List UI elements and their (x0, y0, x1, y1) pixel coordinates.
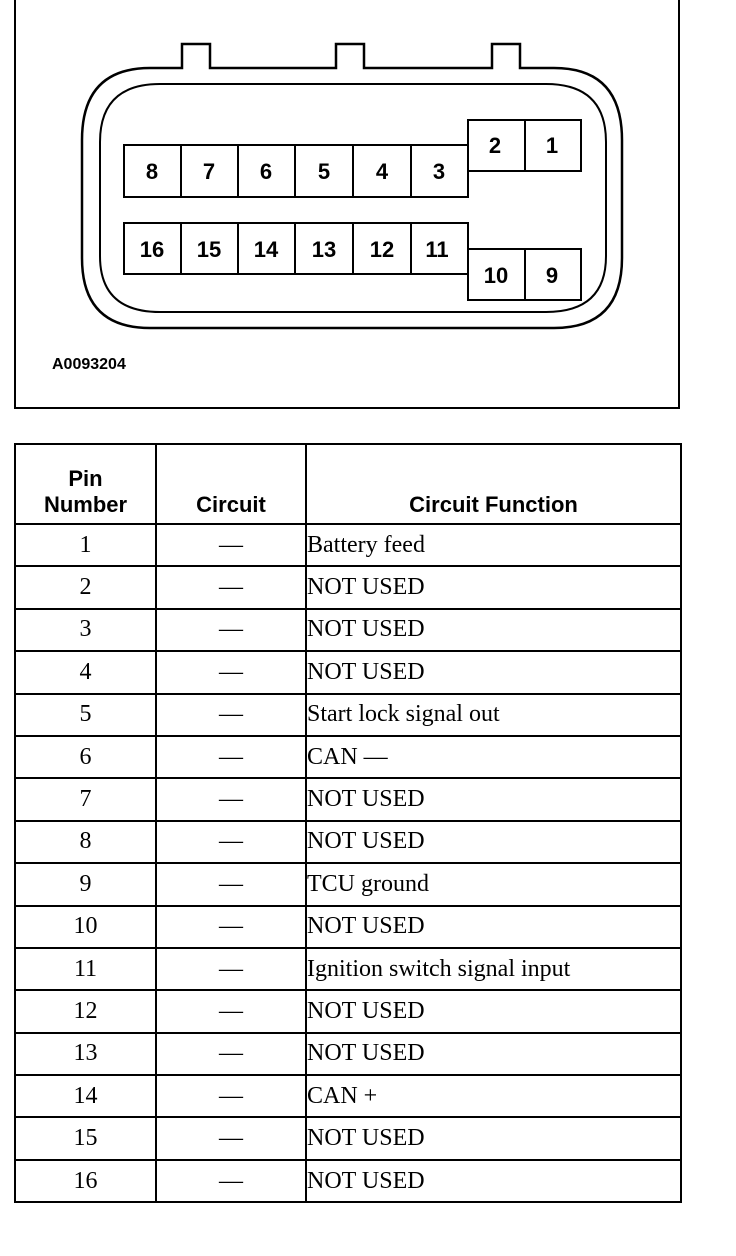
function-cell: NOT USED (306, 821, 681, 863)
pin-label-6: 6 (259, 159, 273, 184)
circuit-cell: — (156, 1033, 306, 1075)
pin-label-2: 2 (488, 133, 502, 158)
circuit-cell: — (156, 990, 306, 1032)
table-row (15, 651, 681, 693)
header-circuit: Circuit (156, 444, 306, 524)
table-header-row (15, 444, 681, 524)
table-row (15, 948, 681, 990)
table-row (15, 609, 681, 651)
function-cell: Start lock signal out (306, 694, 681, 736)
pin-label-9: 9 (545, 263, 559, 288)
pin-cell: 16 (15, 1160, 156, 1202)
pin-label-12: 12 (369, 237, 395, 262)
circuit-cell: — (156, 1117, 306, 1159)
function-cell: CAN + (306, 1075, 681, 1117)
function-cell: NOT USED (306, 566, 681, 608)
table-row (15, 906, 681, 948)
pin-cell: 8 (15, 821, 156, 863)
pin-cell: 5 (15, 694, 156, 736)
table-row (15, 778, 681, 820)
pin-cell: 4 (15, 651, 156, 693)
circuit-cell: — (156, 651, 306, 693)
table-row (15, 821, 681, 863)
table-row (15, 1117, 681, 1159)
function-cell: NOT USED (306, 1033, 681, 1075)
pin-cell: 14 (15, 1075, 156, 1117)
pin-cell: 7 (15, 778, 156, 820)
pin-cell: 1 (15, 524, 156, 566)
function-cell: Ignition switch signal input (306, 948, 681, 990)
pin-label-5: 5 (317, 159, 331, 184)
pin-label-14: 14 (253, 237, 279, 262)
pin-label-11: 11 (425, 237, 449, 262)
function-cell: TCU ground (306, 863, 681, 905)
circuit-cell: — (156, 1075, 306, 1117)
circuit-cell: — (156, 694, 306, 736)
connector-diagram (14, 0, 680, 409)
function-cell: NOT USED (306, 1160, 681, 1202)
circuit-cell: — (156, 524, 306, 566)
pin-cell: 3 (15, 609, 156, 651)
function-cell: NOT USED (306, 906, 681, 948)
function-cell: NOT USED (306, 778, 681, 820)
table-row (15, 1033, 681, 1075)
table-row (15, 1160, 681, 1202)
pin-label-13: 13 (311, 237, 337, 262)
table-row (15, 566, 681, 608)
pin-cell: 9 (15, 863, 156, 905)
header-circuit-function: Circuit Function (306, 444, 681, 524)
circuit-cell: — (156, 1160, 306, 1202)
function-cell: CAN — (306, 736, 681, 778)
figure-reference-code: A0093204 (52, 356, 126, 373)
table-row (15, 736, 681, 778)
pin-label-7: 7 (202, 159, 216, 184)
table-row (15, 694, 681, 736)
pin-cell: 11 (15, 948, 156, 990)
header-pin-number: Pin Number (15, 444, 156, 524)
pin-label-1: 1 (545, 133, 559, 158)
function-cell: NOT USED (306, 1117, 681, 1159)
function-cell: NOT USED (306, 990, 681, 1032)
circuit-cell: — (156, 566, 306, 608)
pin-cell: 2 (15, 566, 156, 608)
connector-face-drawing (2, 0, 736, 409)
circuit-cell: — (156, 863, 306, 905)
table-row (15, 990, 681, 1032)
pin-label-8: 8 (145, 159, 159, 184)
function-cell: Battery feed (306, 524, 681, 566)
pin-label-10: 10 (483, 263, 509, 288)
pin-label-4: 4 (375, 159, 389, 184)
table-row (15, 1075, 681, 1117)
table-row (15, 863, 681, 905)
pin-label-15: 15 (196, 237, 222, 262)
circuit-cell: — (156, 948, 306, 990)
function-cell: NOT USED (306, 651, 681, 693)
pin-cell: 15 (15, 1117, 156, 1159)
table-row (15, 524, 681, 566)
pin-cell: 6 (15, 736, 156, 778)
circuit-cell: — (156, 778, 306, 820)
circuit-cell: — (156, 906, 306, 948)
pin-label-16: 16 (139, 237, 165, 262)
pin-function-table (14, 443, 682, 1203)
circuit-cell: — (156, 736, 306, 778)
pin-label-3: 3 (432, 159, 446, 184)
function-cell: NOT USED (306, 609, 681, 651)
pin-cell: 13 (15, 1033, 156, 1075)
pin-cell: 12 (15, 990, 156, 1032)
pin-cell: 10 (15, 906, 156, 948)
circuit-cell: — (156, 609, 306, 651)
circuit-cell: — (156, 821, 306, 863)
